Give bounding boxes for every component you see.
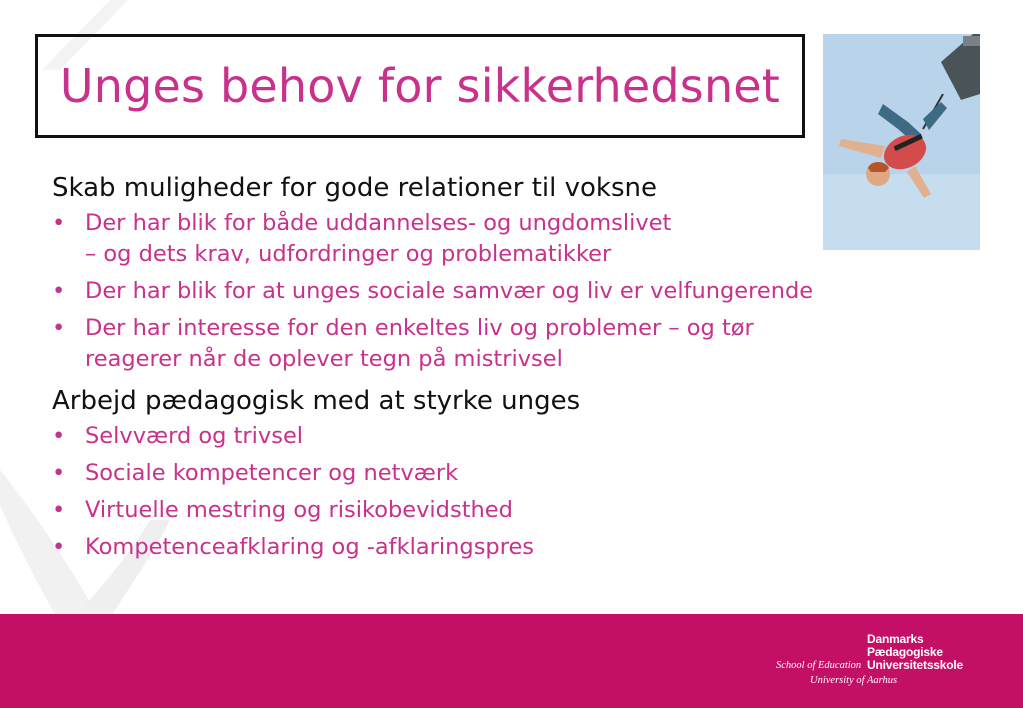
bullet-icon: • (52, 460, 66, 486)
bullet-list-pedagogy (52, 421, 972, 563)
university-logo (772, 633, 972, 689)
bullet-icon: • (52, 278, 66, 304)
list-item (52, 276, 972, 307)
list-item (52, 208, 972, 270)
list-item (52, 421, 972, 452)
bullet-icon: • (52, 534, 66, 560)
logo-line-2: Pædagogiske (867, 645, 943, 659)
list-item-text: Kompetenceafklaring og -afklaringspres (85, 534, 535, 560)
bullet-icon: • (52, 423, 66, 449)
list-item-text: Virtuelle mestring og risikobevidsthed (85, 497, 513, 523)
bullet-icon: • (52, 315, 66, 341)
list-item (52, 313, 972, 375)
list-item-text: Der har blik for både uddannelses- og ungdomslivet (85, 210, 672, 236)
list-item-text: Der har interesse for den enkeltes liv og problemer – og tør (85, 315, 754, 341)
slide-content (52, 168, 972, 569)
title-box (35, 34, 805, 138)
bullet-list-relations (52, 208, 972, 375)
list-item-text: Sociale kompetencer og netværk (85, 460, 459, 486)
list-item (52, 458, 972, 489)
section-heading-pedagogy: Arbejd pædagogisk med at styrke unges (52, 386, 581, 416)
list-item-text-continued: reagerer når de oplever tegn på mistrivsel (85, 346, 563, 372)
list-item-text: Selvværd og trivsel (85, 423, 304, 449)
logo-school: School of Education (776, 660, 862, 671)
section-heading-relations: Skab muligheder for gode relationer til voksne (52, 173, 657, 203)
list-item-text-continued: – og dets krav, udfordringer og problematikker (85, 241, 612, 267)
list-item-text: Der har blik for at unges sociale samvær og liv er velfungerende (85, 278, 814, 304)
list-item (52, 532, 972, 563)
logo-line-1: Danmarks (867, 632, 924, 646)
list-item (52, 495, 972, 526)
logo-line-3: Universitetsskole (867, 658, 963, 672)
logo-name-block (867, 633, 963, 672)
logo-university: University of Aarhus (810, 675, 898, 686)
bullet-icon: • (52, 497, 66, 523)
slide-title: Unges behov for sikkerhedsnet (59, 59, 781, 113)
bullet-icon: • (52, 210, 66, 236)
